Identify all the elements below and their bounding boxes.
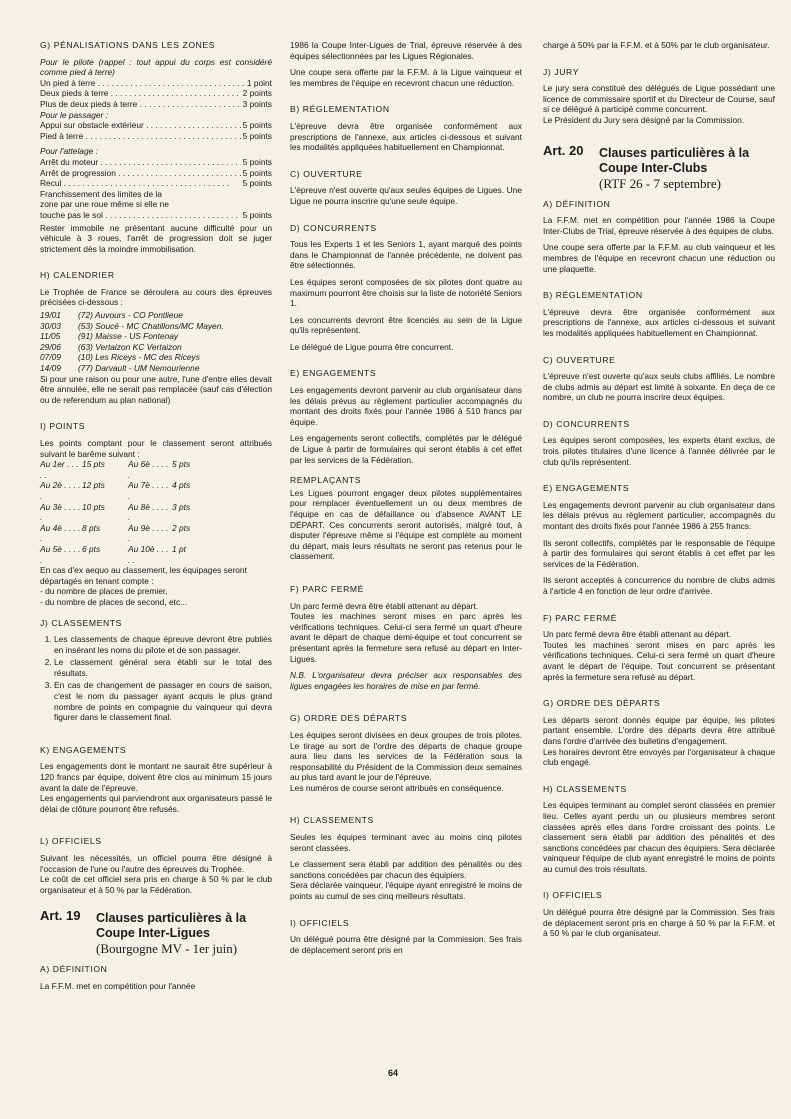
section-text: Un parc fermé devra être établi attenant au départ.: [290, 600, 479, 611]
section-text: Suivant les nécessités, un officiel pourra être désigné à l'occasion de l'une ou l'autre des épreuves du Trophée.: [40, 853, 272, 874]
penalty-row: touche pas le sol . . . 5 points: [40, 210, 272, 221]
section-heading: A) DÉFINITION: [543, 198, 611, 209]
article-title: Clauses particulières à la Coupe Inter-Ligues: [96, 911, 247, 941]
section-text: Les points comptant pour le classement seront attribués suivant le barême suivant :: [40, 438, 272, 459]
section-heading: C) OUVERTURE: [290, 168, 363, 179]
section-heading: D) CONCURRENTS: [543, 418, 630, 429]
section-text: Un délégué pourra être désigné par la Commission. Ses frais de déplacement seront pris en: [290, 934, 522, 955]
section-text: Les départs seront donnés équipe par équipe, les pilotes partant ensemble. L'ordre des départs devra être attribué dans l'ordre d'arrivée des bulletins d'engagement.: [543, 714, 775, 746]
section-heading: G) PÉNALISATIONS DANS LES ZONES: [40, 40, 216, 50]
article-20-heading: [543, 142, 775, 191]
column-2: [290, 40, 522, 961]
section-text: charge à 50% par la F.F.M. et à 50% par le club organisateur.: [543, 40, 770, 50]
section-text: En cas d'ex aequo au classement, les équipages seront départagés en tenant compte :: [40, 565, 247, 586]
section-heading: J) CLASSEMENTS: [40, 617, 122, 628]
section-heading: G) ORDRE DES DÉPARTS: [290, 713, 408, 724]
section-text: Les numéros de course seront attribués en conséquence.: [290, 782, 504, 793]
section-text: Ils seront acceptés à concurrence du nombre de clubs admis à l'article 4 en fonction de leur ordre d'arrivée.: [543, 575, 775, 596]
section-text: zone par une roue même si elle ne: [40, 199, 169, 210]
section-text: Le coût de cet officiel sera pris en charge à 50 % par le club organisateur et à 50 % par la Fédération.: [40, 874, 272, 895]
section-heading: L) OFFICIELS: [40, 836, 102, 847]
penalty-row: Recul . . . 5 points: [40, 178, 272, 189]
section-heading: F) PARC FERMÉ: [543, 612, 618, 623]
penalty-row: Arrêt du moteur . . . 5 points: [40, 157, 272, 168]
penalty-row: Appui sur obstacle extérieur . . . 5 points: [40, 120, 272, 131]
section-text: L'épreuve n'est ouverte qu'aux seuls clubs affiliés. Le nombre de clubs admis au départ est limité à soixante. En deça de ce nombre, un club ne pourra inscrire deux équipes.: [543, 371, 775, 403]
section-heading: G) ORDRE DES DÉPARTS: [543, 698, 661, 709]
section-text: Seules les équipes terminant avec au moins cinq pilotes seront classées.: [290, 832, 522, 853]
section-heading: C) OUVERTURE: [543, 354, 616, 365]
section-text: Le délégué de Ligue pourra être concurrent.: [290, 341, 454, 352]
section-heading: F) PARC FERMÉ: [290, 583, 365, 594]
article-title: Clauses particulières à la Coupe Inter-Clubs: [599, 145, 750, 175]
section-text: Le Président du Jury sera désigné par la Commission.: [543, 114, 745, 125]
penalty-row: Plus de deux pieds à terre . . . 3 points: [40, 99, 272, 110]
points-table: Au 1er . . . . . 15 pts Au 6è . . . . . 5 pts Au 2è . . . . . 12 pts Au 7è . . . . . 4 pts Au 3è . . . . . 10 pts Au 8è . . . . . 3 pts Au 4è . . . . . 8 pts Au 9è . . . . . 2 pts Au 5è . . . . . 6 pts Au 10è . . . . . 1 pt: [40, 459, 191, 565]
section-text: Les Ligues pourront engager deux pilotes supplémentaires pour remplacer éventuellement un ou deux membres de l'équipe en cas de défaillance ou d'absence AVANT LE DÉPART. Ces concurrents seront autorisés, malgré tout, à disputer l'épreuve même si l'équipe est complète au moment du départ, mais leurs résultats ne seront pas retenus pour le classement.: [290, 487, 522, 562]
section-text: Les équipes seront divisées en deux groupes de trois pilotes. Le tirage au sort de l'ordre des départs de chaque groupe aura lieu dans les services de la Fédération sous la responsabilité du Président de la Commission deux semaines au plus tard avant le jour de l'épreuve.: [290, 729, 522, 783]
section-note: N.B. L'organisateur devra préciser aux responsables des ligues engagées les horaires de mise en par fermé.: [290, 670, 522, 691]
section-text: L'épreuve devra être organisée conformément aux prescriptions de l'annexe, aux articles ci-dessous et suivant les modalités appliquées habituellement en Championnat.: [543, 306, 775, 338]
article-19-heading: [40, 908, 272, 957]
list-item: 2. Le classement général sera établi sur le total des résultats.: [54, 657, 272, 678]
section-heading: H) CLASSEMENTS: [543, 783, 627, 794]
section-text: Pour le pilote (rappel : tout appui du corps est considéré comme pied à terre): [40, 56, 272, 78]
section-text: - du nombre de places de second, etc...: [40, 596, 188, 607]
section-heading: H) CALENDRIER: [40, 270, 115, 281]
penalty-row: Deux pieds à terre . . . 2 points: [40, 88, 272, 99]
section-heading: D) CONCURRENTS: [290, 222, 377, 233]
section-heading: A) DÉFINITION: [40, 964, 108, 975]
section-heading: B) RÉGLEMENTATION: [543, 290, 643, 301]
section-text: Les horaires devront être envoyés par l'organisateur à chaque club engagé.: [543, 746, 775, 768]
section-heading: I) OFFICIELS: [290, 917, 350, 928]
section-text: Les concurrents devront être licenciés au sein de la Ligue qu'ils représentent.: [290, 314, 522, 336]
section-text: Les équipes seront composées de six pilotes dont quatre au maximum pourront être choisis sur la liste de notoriété Seniors 1.: [290, 276, 522, 309]
section-text: Toutes les machines seront mises en parc après les vérifications techniques. Celui-ci sera fermé un quart d'heure avant le départ de chaque demi-équipe et tout concurrent se présentant après la fermeture sera refusé au départ en Inter-Ligues.: [290, 611, 522, 664]
calendar-list: 19/01 (72) Auvours - CO Pontlieue 30/03 (53) Soucé - MC Chatillons/MC Mayen. 11/05 (91) Maisse - US Fontenay 29/06 (63) Vertaizon KC Vertaizon 07/09 (10) Les Riceys - MC des Riceys 14/09 (77) Darvault - UM Nemourienne: [40, 310, 224, 374]
penalty-row: Pied à terre . . . 5 points: [40, 131, 272, 142]
column-1: [40, 40, 272, 998]
penalty-row: Un pied à terre . . . 1 point: [40, 78, 272, 89]
section-text: Le Trophée de France se déroulera au cours des épreuves précisées ci-dessous :: [40, 286, 272, 308]
section-text: L'épreuve devra être organisée conformément aux prescriptions de l'annexe, aux articles ci-dessous et suivant les modalités appliquées habituellement en Championnat.: [290, 120, 522, 153]
section-heading: J) JURY: [543, 66, 580, 77]
section-text: Pour l'attelage :: [40, 146, 98, 157]
article-number: Art. 19: [40, 908, 81, 924]
section-text: Les engagements seront collectifs, complétés par le délégué de Ligue à partir de formulaires qui seront établis à cet effet par les services de la Fédération.: [290, 433, 522, 465]
section-text: Un parc fermé devra être établi attenant au départ.: [543, 629, 732, 640]
penalty-row: Arrêt de progression . . . 5 points: [40, 168, 272, 179]
list-item: 3. En cas de changement de passager en cours de saison, c'est le nom du passager ayant acquis le plus grand nombre de points en compagnie du vainqueur qui devra figurer dans le classement final.: [54, 680, 272, 722]
column-3: [543, 40, 775, 945]
article-subtitle: (Bourgogne MV - 1er juin): [96, 941, 238, 957]
section-text: - du nombre de places de premier,: [40, 586, 168, 597]
section-heading: B) RÉGLEMENTATION: [290, 104, 390, 115]
section-text: Rester immobile ne présentant aucune difficulté pour un véhicule à 3 roues, l'arrêt de progression doit se juger strictement dès la moindre immobilisation.: [40, 222, 272, 254]
section-heading: I) POINTS: [40, 421, 86, 432]
section-text: Tous les Experts 1 et les Seniors 1, ayant marqué des points dans le Championnat de l'année précédente, ne doivent pas être sélectionnés.: [290, 239, 522, 271]
article-number: Art. 20: [543, 142, 584, 158]
section-text: La F.F.M. met en compétition pour l'année: [40, 980, 196, 991]
section-text: Toutes les machines seront mises en parc après les vérifications techniques. Celui-ci sera fermé un quart d'heure avant le départ de l'équipe. Tout concurrent se présentant après la fermeture sera refusé au départ.: [543, 639, 775, 682]
section-text: Les engagements devront parvenir au club organisateur dans les délais prévus au règlement particulier accompagnés du montant des droits fixés pour l'année 1986 à 510 francs par équipe.: [290, 385, 522, 427]
section-text: Ils seront collectifs, complétés par le responsable de l'équipe à partir des formulaires qui seront établis à cet effet par les services de la Fédération.: [543, 537, 775, 569]
section-text: Le classement sera établi par addition des pénalités ou des sanctions concédées par chacun des équipiers.: [290, 859, 522, 880]
section-text: Un délégué pourra être désigné par la Commission. Ses frais de déplacement seront pris en charge à 50 % par la F.F.M. et à 50 % par le club organisateur.: [543, 907, 775, 939]
section-text: Si pour une raison ou pour une autre, l'une d'entre elles devait être annulée, elle ne serait pas remplacée (sauf cas d'élection ou de referendum au plan national): [40, 373, 272, 405]
section-text: 1986 la Coupe Inter-Ligues de Trial, épreuve réservée à des équipes sélectionnées par les Ligues Régionales.: [290, 40, 522, 61]
section-text: Franchissement des limites de la: [40, 188, 162, 199]
section-text: Sera déclarée vainqueur, l'équipe ayant enregistré le moins de points au cumul de ses cinq meilleurs résultats.: [290, 880, 522, 902]
section-text: Le jury sera constitué des délégués de Ligue possédant une licence de commissaire sportif et du Directeur de Course, sauf si ce délégué à participé comme concurrent.: [543, 83, 775, 115]
section-text: L'épreuve n'est ouverte qu'aux seules équipes de Ligues. Une Ligue ne pourra inscrire qu'une seule équipe.: [290, 185, 522, 206]
section-text: Une coupe sera offerte par la F.F.M. à la Ligue vainqueur et les membres de l'équipe en recevront chacun une réduction.: [290, 67, 522, 88]
section-heading: I) OFFICIELS: [543, 890, 603, 901]
section-text: La F.F.M. met en compétition pour l'année 1986 la Coupe Inter-Clubs de Trial, épreuve réservée à des équipes de clubs.: [543, 215, 775, 236]
section-heading: E) ENGAGEMENTS: [290, 368, 377, 379]
rankings-list: [40, 634, 272, 723]
page-number: 64: [388, 1068, 399, 1078]
list-item: 1. Les classements de chaque épreuve devront être publiés en insérant les noms du pilote et de son passager.: [54, 634, 272, 655]
subsection-heading: REMPLAÇANTS: [290, 475, 362, 486]
section-text: Les engagements dont le montant ne saurait être supérieur à 120 francs par équipe, doivent être clos au minimum 15 jours avant la date de l'épreuve.: [40, 761, 272, 793]
section-text: Les équipes terminant au complet seront classées en premier lieu. Celles ayant perdu un ou plusieurs membres seront classées après elles dans l'ordre croissant des points. Le classement sera établi par addition des pénalités et des sanctions concédées par chacun des équipiers. Sera déclarée vainqueur l'équipe de club ayant enregistré le moins de points au cumul des trois résultats.: [543, 800, 775, 874]
section-heading: E) ENGAGEMENTS: [543, 483, 630, 494]
section-heading: H) CLASSEMENTS: [290, 815, 374, 826]
section-text: Les engagements devront parvenir au club organisateur dans les délais prévus au règlement particulier, accompagnés du montant des droits fixés pour l'année 1986 à 255 francs.: [543, 499, 775, 532]
section-text: Pour le passager :: [40, 109, 108, 120]
section-text: Les équipes seront composées, les experts étant exclus, de trois pilotes titulaires d'une licence à l'année délivrée par le club qu'ils représentent.: [543, 435, 775, 467]
article-subtitle: (RTF 26 - 7 septembre): [599, 175, 721, 191]
section-text: Une coupe sera offerte par la F.F.M. au club vainqueur et les membres de l'équipe en recevront chacun une réduction ou une plaquette.: [543, 242, 775, 274]
section-text: Les engagements qui parviendront aux organisateurs passé le délai de clôture pourront être refusés.: [40, 793, 272, 814]
section-heading: K) ENGAGEMENTS: [40, 744, 127, 755]
